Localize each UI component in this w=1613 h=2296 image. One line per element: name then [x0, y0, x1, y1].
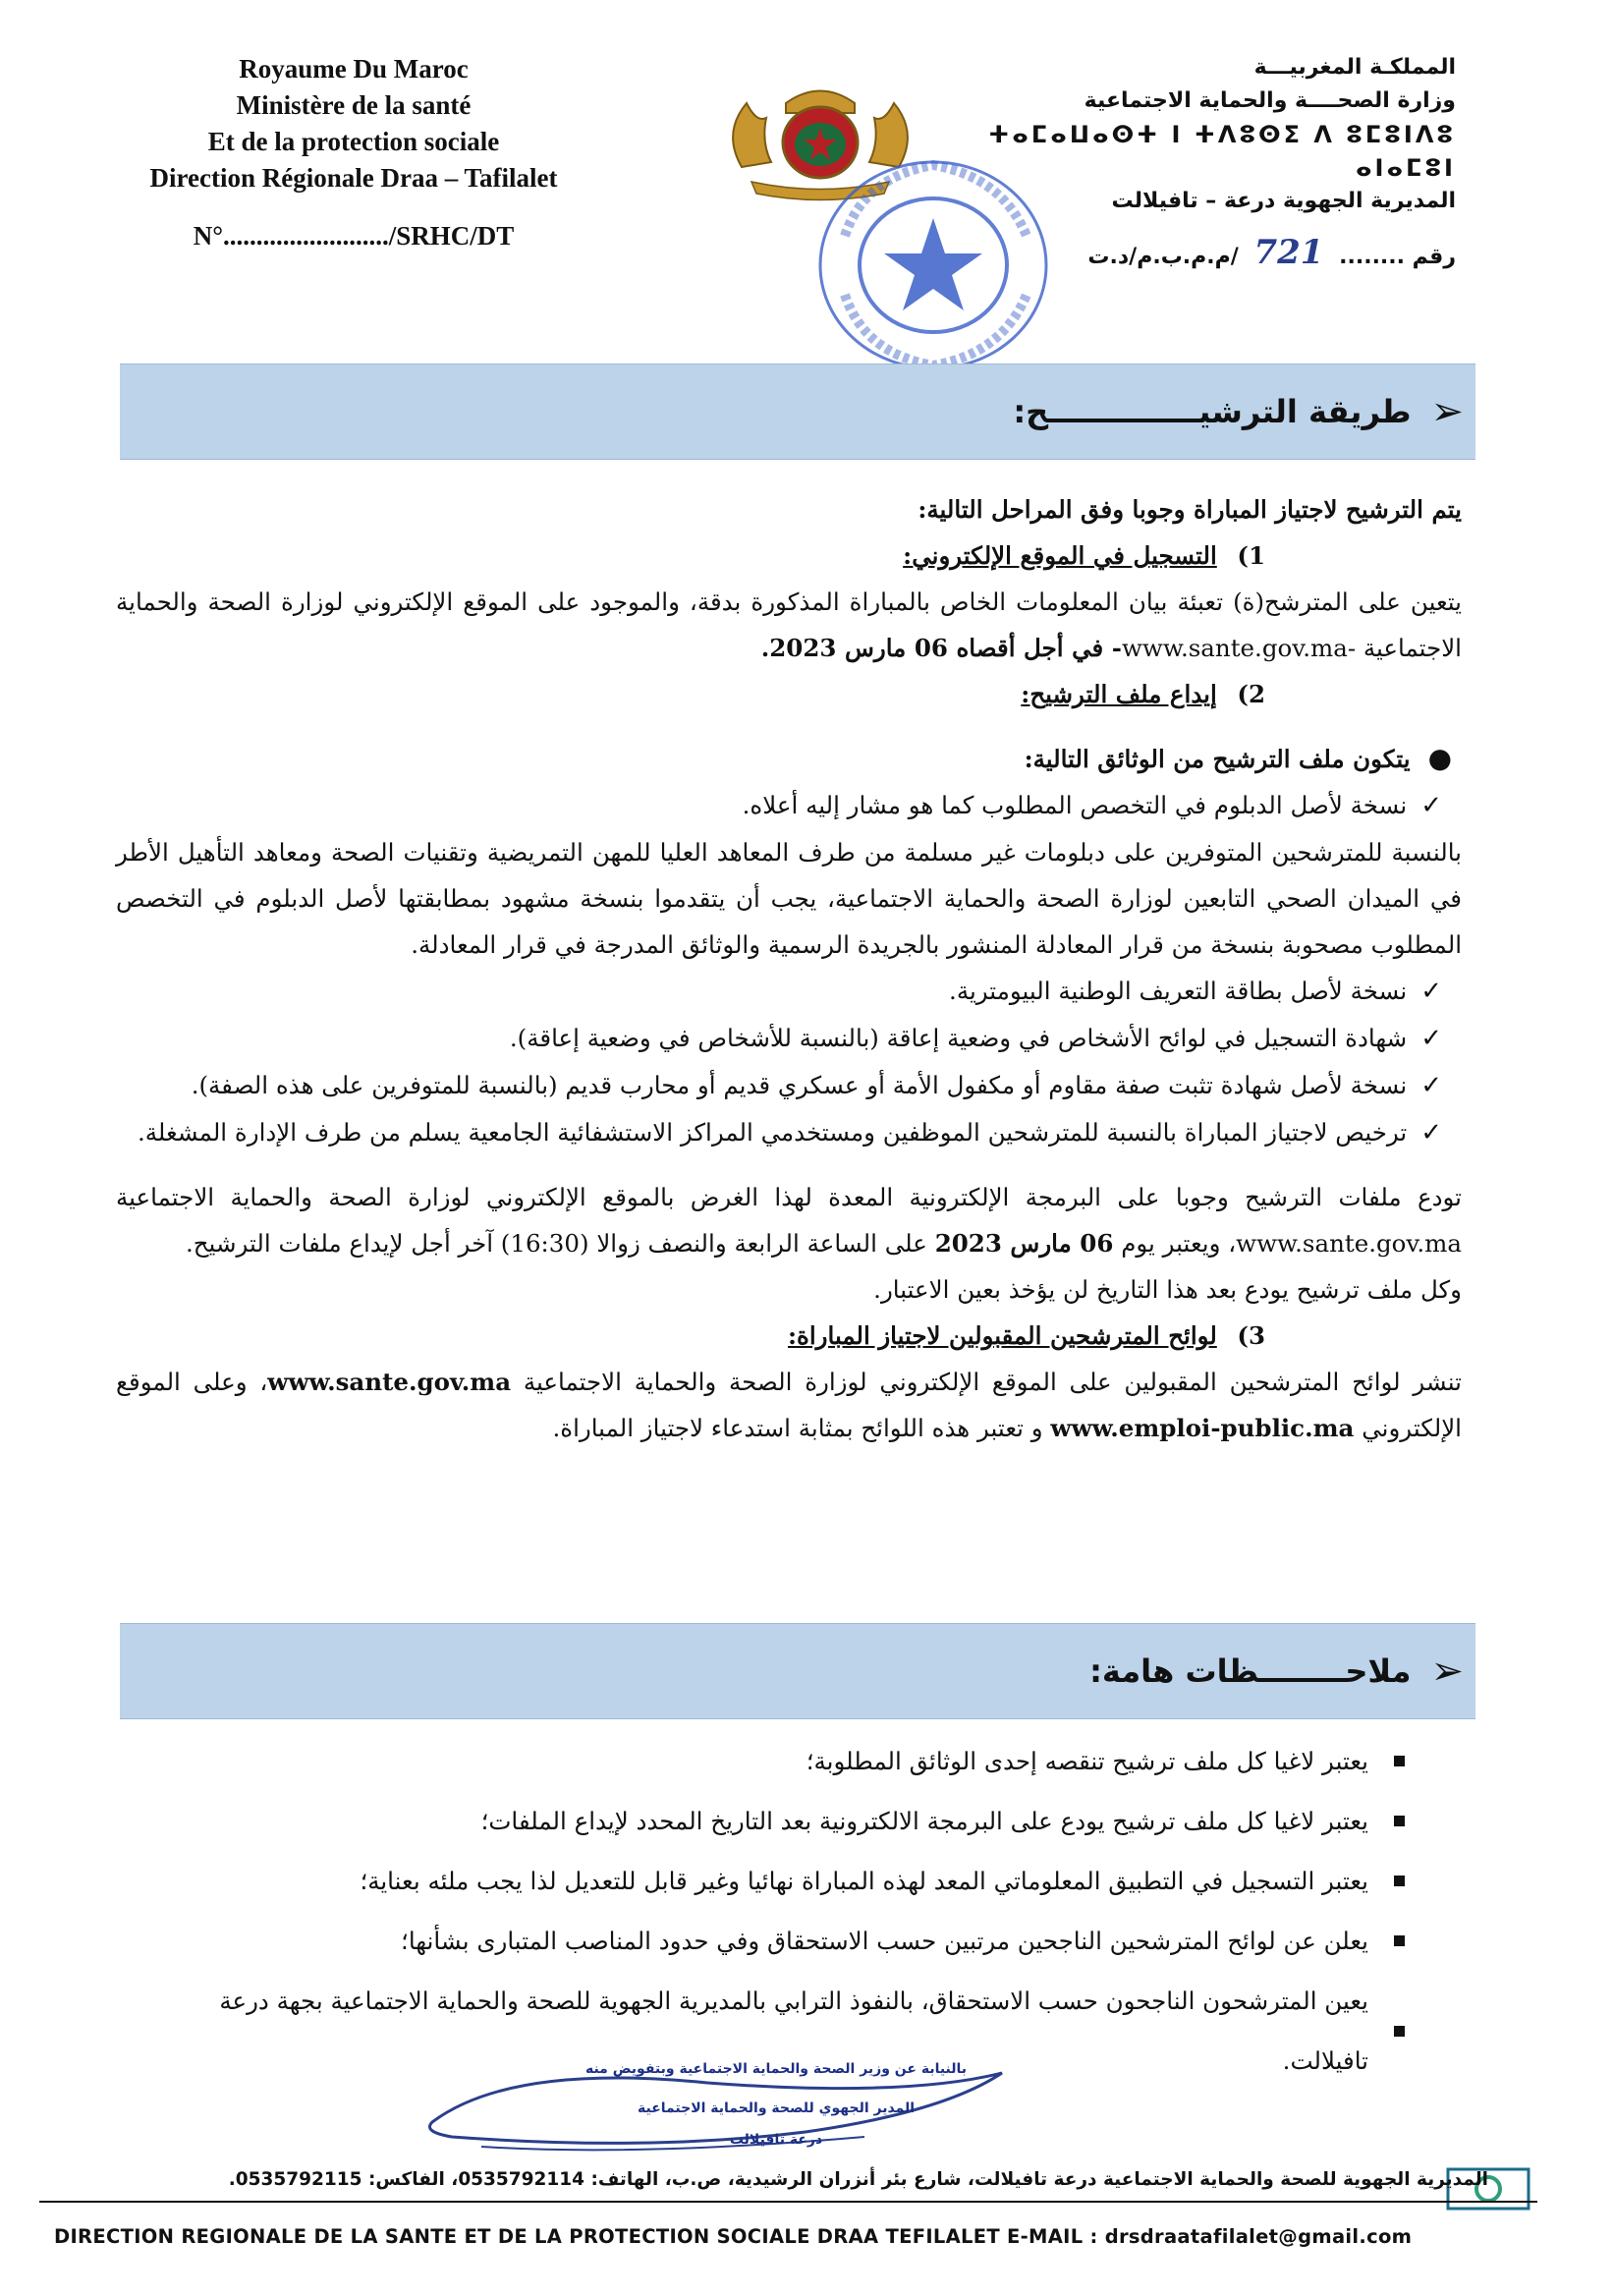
header-fr-direction: Direction Régionale Draa – Tafilalet — [149, 163, 558, 193]
header-ar-ref-prefix: رقم — [1412, 245, 1456, 269]
header-ar-ref-number: 721 — [1253, 233, 1324, 272]
document-item: ✓نسخة لأصل الدبلوم في التخصص المطلوب كما هو مشار إليه أعلاه. — [742, 791, 1442, 820]
footer-divider — [39, 2201, 1537, 2203]
header-ar-reference: رقم ........ 721 /م.م.ب.م/د.ت — [1087, 233, 1456, 272]
diploma-equivalence-note: بالنسبة للمترشحين المتوفرين على دبلومات غير مسلمة من طرف المعاهد العليا للمهن التمريضية وتقنيات الصحة ومعاهد التأهيل الأطر في الميدان الصحي التابعين لوزارة الصحة والحماية الاجتماعية، يجب أن يتقدموا بنسخة مشهود بمطابقتها لأصل الدبلوم في التخصص المطلوب مصحوبة بنسخة من قرار المعادلة المنشور بالجريدة الرسمية والوثائق المدرجة في قرار المعادلة. — [116, 838, 1462, 959]
checkmark-icon: ✓ — [1420, 791, 1442, 820]
header-ar-ref-suffix: /م.م.ب.م/د.ت — [1087, 245, 1239, 269]
bullet-dot-icon: ● — [1427, 742, 1452, 774]
section-bar-important-notes — [120, 1623, 1475, 1719]
step-1-heading: 1) التسجيل في الموقع الإلكتروني: — [903, 541, 1265, 570]
step-3-heading: 3) لوائح المترشحين المقبولين لاجتياز المباراة: — [787, 1321, 1265, 1350]
square-bullet-icon — [1394, 1816, 1405, 1826]
section-title-candidacy-method: طريقة الترشيــــــــــــــح: — [1013, 393, 1412, 430]
checkmark-icon: ✓ — [1420, 1071, 1442, 1100]
header-ar-kingdom: المملكـة المغربيـــة — [1253, 55, 1456, 80]
note-item: يعين المترشحون الناجحون حسب الاستحقاق، بالنفوذ الترابي بالمديرية الجهوية للصحة والحماية الاجتماعية بجهة درعة تافيلالت. — [147, 1971, 1405, 2091]
signature-region-line: درعة تافيلالت — [729, 2132, 823, 2148]
documents-list-heading: ●يتكون ملف الترشيح من الوثائق التالية: — [1024, 742, 1452, 774]
deposit-instructions: تودع ملفات الترشيح وجوبا على البرمجة الإلكترونية المعدة لهذا الغرض بالموقع الإلكتروني لوزارة الصحة والحماية الاجتماعية www.sante.gov.ma، ويعتبر يوم 06 مارس 2023 على الساعة الرابعة والنصف زوالا (16:30) آخر أجل لإيداع ملفات الترشيح. — [116, 1183, 1462, 1258]
ministry-website-link[interactable]: www.sante.gov.ma — [1236, 1229, 1462, 1258]
emploi-public-website-link[interactable]: www.emploi-public.ma — [1050, 1414, 1355, 1442]
header-french — [59, 51, 648, 254]
header-fr-reference: N°........................./SRHC/DT — [193, 221, 515, 251]
step-1-title: التسجيل في الموقع الإلكتروني: — [903, 541, 1217, 570]
deposit-deadline-date: 06 مارس 2023 — [934, 1229, 1114, 1258]
square-bullet-icon — [1394, 1935, 1405, 1946]
step-1-body: يتعين على المترشح(ة) تعبئة بيان المعلومات الخاص بالمباراة المذكورة بدقة، والموجود على الموقع الإلكتروني لوزارة الصحة والحماية الاجتماعية -www.sante.gov.ma- في أجل أقصاه 06 مارس 2023. — [116, 588, 1462, 662]
ministry-website-link[interactable]: www.sante.gov.ma — [1121, 634, 1348, 662]
header-ar-direction: المديرية الجهوية درعة – تافيلالت — [1111, 189, 1456, 213]
ministry-website-link[interactable]: www.sante.gov.ma — [267, 1368, 512, 1396]
header-ar-ministry: وزارة الصحــــة والحماية الاجتماعية — [1084, 88, 1456, 113]
step-3-title: لوائح المترشحين المقبولين لاجتياز المباراة: — [787, 1321, 1217, 1350]
note-item: يعتبر لاغيا كل ملف ترشيح يودع على البرمجة الالكترونية بعد التاريخ المحدد لإيداع الملفات؛ — [147, 1791, 1405, 1851]
checkmark-icon: ✓ — [1420, 1118, 1442, 1148]
section-bar-candidacy-method — [120, 364, 1475, 460]
header-fr-kingdom: Royaume Du Maroc — [239, 54, 469, 84]
square-bullet-icon — [1394, 1876, 1405, 1886]
step-2-title: إيداع ملف الترشيح: — [1021, 680, 1217, 708]
signature-director-line: المدير الجهوي للصحة والحماية الاجتماعية — [637, 2100, 915, 2116]
signature-delegation-line: بالنيابة عن وزير الصحة والحماية الاجتماعية وبتفويض منه — [584, 2061, 968, 2077]
late-deposit-warning: وكل ملف ترشيح يودع بعد هذا التاريخ لن يؤخذ بعين الاعتبار. — [873, 1275, 1462, 1304]
checkmark-icon: ✓ — [1420, 1024, 1442, 1053]
note-item: يعتبر التسجيل في التطبيق المعلوماتي المعد لهذه المباراة نهائيا وغير قابل للتعديل لذا يجب ملئه بعناية؛ — [147, 1851, 1405, 1911]
step-3-body: تنشر لوائح المترشحين المقبولين على الموقع الإلكتروني لوزارة الصحة والحماية الاجتماعية www.sante.gov.ma، وعلى الموقع الإلكتروني www.emploi-public.ma و تعتبر هذه اللوائح بمثابة استدعاء لاجتياز المباراة. — [116, 1368, 1462, 1442]
important-notes-list — [147, 1731, 1405, 2091]
step-2-heading: 2) إيداع ملف الترشيح: — [1021, 680, 1265, 708]
note-item: يعلن عن لوائح المترشحين الناجحين مرتبين حسب الاستحقاق وفي حدود المناصب المتبارى بشأنها؛ — [147, 1911, 1405, 1971]
footer-french-address: DIRECTION REGIONALE DE LA SANTE ET DE LA PROTECTION SOCIALE DRAA TEFILALET E-MAIL : drsdraatafilalet@gmail.com — [54, 2225, 1413, 2248]
header-fr-protection: Et de la protection sociale — [207, 127, 500, 156]
document-item: ✓نسخة لأصل بطاقة التعريف الوطنية البيومترية. — [949, 977, 1442, 1006]
header-ar-tifinagh: ⵜⴰⵎⴰⵡⴰⵙⵜ ⵏ ⵜⴷⵓⵙⵉ ⴷ ⵓⵎⵓⵏⴷⵓ ⴰⵏⴰⵎⵓⵏ — [988, 121, 1456, 182]
square-bullet-icon — [1394, 2026, 1405, 2037]
document-item: ✓نسخة لأصل شهادة تثبت صفة مقاوم أو مكفول الأمة أو عسكري قديم أو محارب قديم (بالنسبة للمتوفرين على هذه الصفة). — [191, 1071, 1442, 1100]
document-item: ✓شهادة التسجيل في لوائح الأشخاص في وضعية إعاقة (بالنسبة للأشخاص في وضعية إعاقة). — [509, 1024, 1442, 1053]
footer-arabic-address: المديرية الجهوية للصحة والحماية الاجتماعية درعة تافيلالت، شارع بئر أنزران الرشيدية، ص.ب، الهاتف: 0535792114، الفاكس: 0535792115. — [228, 2169, 1488, 2190]
arrow-pointer-icon: ➢ — [1430, 389, 1464, 434]
candidacy-procedure-content — [116, 486, 1462, 1451]
checkmark-icon: ✓ — [1420, 977, 1442, 1006]
document-item: ✓ترخيص لاجتياز المباراة بالنسبة للمترشحين الموظفين ومستخدمي المراكز الاستشفائية الجامعية يسلم من طرف الإدارة المشغلة. — [137, 1118, 1442, 1148]
procedure-intro: يتم الترشيح لاجتياز المباراة وجوبا وفق المراحل التالية: — [918, 495, 1462, 524]
header-fr-ministry: Ministère de la santé — [236, 90, 472, 120]
official-stamp-icon — [806, 147, 1061, 383]
note-item: يعتبر لاغيا كل ملف ترشيح تنقصه إحدى الوثائق المطلوبة؛ — [147, 1731, 1405, 1791]
arrow-pointer-icon: ➢ — [1430, 1649, 1464, 1694]
section-title-important-notes: ملاحــــــــظات هامة: — [1089, 1652, 1412, 1690]
square-bullet-icon — [1394, 1756, 1405, 1766]
